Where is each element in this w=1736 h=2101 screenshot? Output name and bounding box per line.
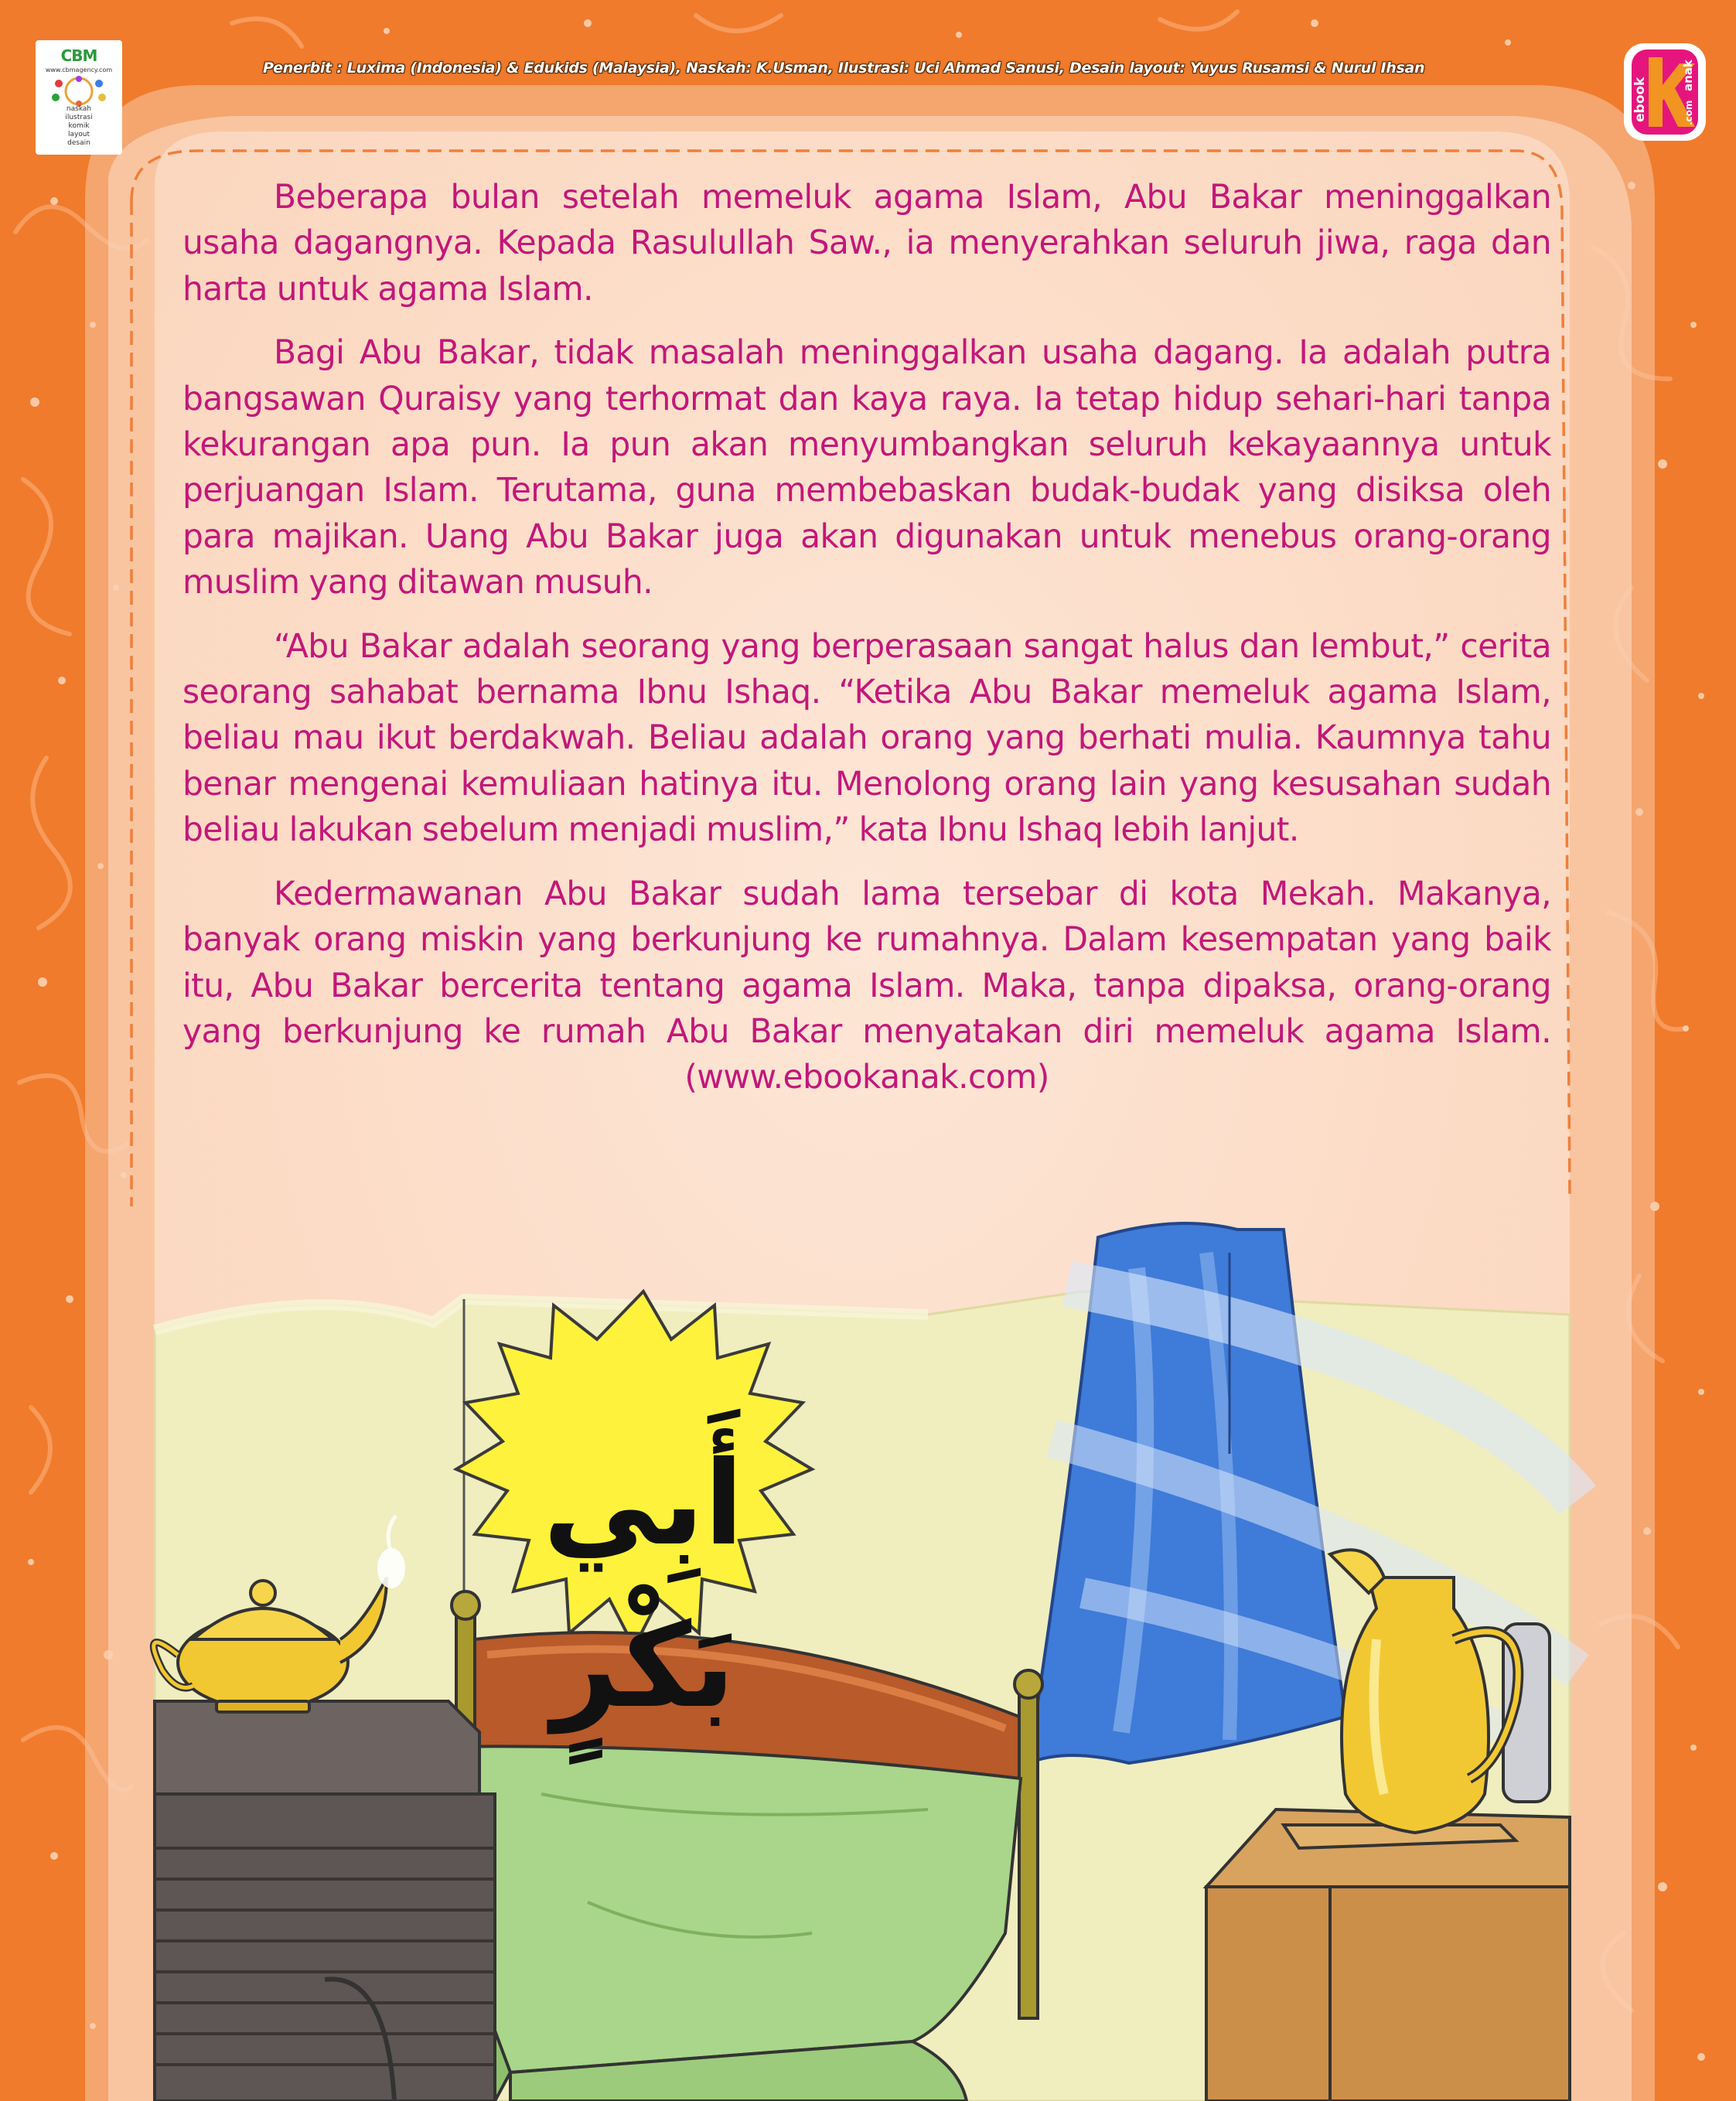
nightstand-left: [155, 1701, 495, 2101]
bedroom-illustration: [0, 1206, 1736, 2101]
ebook-logo-word-anak: anak: [1681, 60, 1695, 91]
story-paragraph-2: Bagi Abu Bakar, tidak masalah meninggalkan usaha dagang. Ia adalah putra bangsawan Quraisy yang terhormat dan kaya raya. Ia tetap hidup sehari-hari tanpa kekurangan apa pun. Ia pun akan menyumbangkan seluruh kekayaannya untuk perjuangan Islam. Terutama, guna membebaskan budak-budak yang disiksa oleh para majikan. Uang Abu Bakar juga akan digunakan untuk menebus orang-orang muslim yang ditawan musuh.: [182, 333, 1551, 602]
cbm-word: komik: [68, 122, 90, 130]
kids-circle-icon: [46, 76, 111, 107]
cbm-word: naskah: [66, 105, 92, 113]
cbm-word: layout: [67, 131, 90, 138]
arabic-title: أَبِي بَكْرٍ: [543, 1437, 744, 1734]
cbm-agency-logo: [36, 40, 122, 155]
ebook-logo-word-com: .com: [1683, 100, 1694, 125]
credits-line: Penerbit : Luxima (Indonesia) & Edukids (Malaysia), Naskah: K.Usman, Ilustrasi: Uci Ahmad Sanusi, Desain layout: Yuyus Rusamsi & Nurul Ihsan: [263, 60, 1425, 77]
cbm-logo-url: www.cbmagency.com: [45, 67, 113, 73]
story-paragraph-1: Beberapa bulan setelah memeluk agama Islam, Abu Bakar meninggalkan usaha dagangnya. Kepada Rasulullah Saw., ia menyerahkan seluruh jiwa, raga dan harta untuk agama Islam.: [182, 178, 1551, 308]
cbm-word: desain: [67, 139, 90, 147]
story-paragraph-4: Kedermawanan Abu Bakar sudah lama tersebar di kota Mekah. Makanya, banyak orang miskin yang berkunjung ke rumahnya. Dalam kesempatan yang baik itu, Abu Bakar bercerita tentang agama Islam. Maka, tanpa dipaksa, orang-orang yang berkunjung ke rumah Abu Bakar menyatakan diri memeluk agama Islam. (www.ebookanak.com): [182, 874, 1551, 1097]
side-table-right: [1206, 1809, 1570, 2101]
ebook-logo-word-ebook: ebook: [1632, 77, 1648, 122]
cbm-word: ilustrasi: [65, 114, 93, 121]
story-text: [182, 174, 1551, 1241]
cbm-logo-mark: CBM: [60, 46, 97, 65]
story-paragraph-3: “Abu Bakar adalah seorang yang berperasaan sangat halus dan lembut,” cerita seorang sahabat bernama Ibnu Ishaq. “Ketika Abu Bakar memeluk agama Islam, beliau mau ikut berdakwah. Beliau adalah orang yang berhati mulia. Kaumnya tahu benar mengenai kemuliaan hatinya itu. Menolong orang lain yang kesusahan sudah beliau lakukan sebelum menjadi muslim,” kata Ibnu Ishaq lebih lanjut.: [182, 626, 1551, 849]
ebookanak-logo: [1621, 40, 1709, 144]
cbm-logo-words: [36, 105, 122, 148]
